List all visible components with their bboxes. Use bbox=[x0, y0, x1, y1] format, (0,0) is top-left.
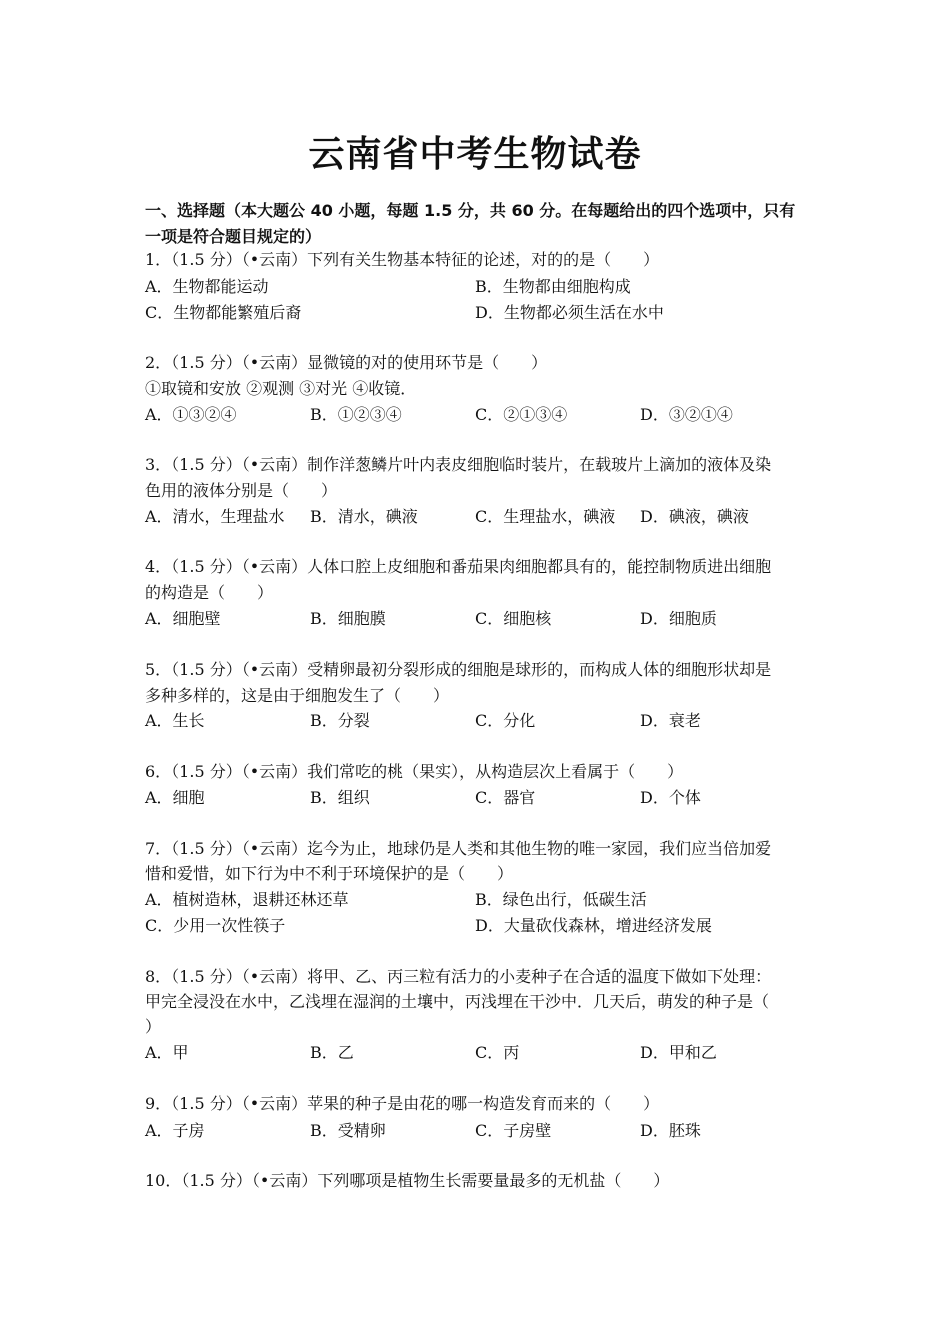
question-7-stem-line2: 惜和爱惜，如下行为中不利于环境保护的是（ ） bbox=[145, 864, 514, 883]
question-3-stem-line2: 色用的液体分别是（ ） bbox=[145, 481, 338, 500]
question-8-option-a: A．甲 bbox=[145, 1043, 189, 1062]
question-3-option-b: B．清水，碘液 bbox=[310, 507, 418, 526]
question-9-option-b: B．受精卵 bbox=[310, 1121, 386, 1140]
question-6-option-c: C．器官 bbox=[475, 788, 536, 807]
question-2-stem: 2．（1.5 分）（•云南）显微镜的对的使用环节是（ ） bbox=[145, 353, 548, 372]
question-6-option-b: B．组织 bbox=[310, 788, 370, 807]
question-10-stem: 10．（1.5 分）（•云南）下列哪项是植物生长需要量最多的无机盐（ ） bbox=[145, 1171, 670, 1190]
question-2-stem-line2: ①取镜和安放 ②观测 ③对光 ④收镜． bbox=[145, 379, 417, 398]
question-1-option-b: B．生物都由细胞构成 bbox=[475, 277, 631, 296]
question-9-option-a: A．子房 bbox=[145, 1121, 205, 1140]
question-6-stem: 6．（1.5 分）（•云南）我们常吃的桃（果实），从构造层次上看属于（ ） bbox=[145, 762, 684, 781]
question-7-option-d: D．大量砍伐森林，增进经济发展 bbox=[475, 916, 712, 935]
question-5-option-b: B．分裂 bbox=[310, 711, 370, 730]
question-7-option-c: C．少用一次性筷子 bbox=[145, 916, 286, 935]
question-1-option-c: C．生物都能繁殖后裔 bbox=[145, 303, 302, 322]
question-5-stem: 5．（1.5 分）（•云南）受精卵最初分裂形成的细胞是球形的，而构成人体的细胞形状却是 bbox=[145, 660, 772, 679]
question-5-stem-line2: 多种多样的，这是由于细胞发生了（ ） bbox=[145, 686, 450, 705]
question-5-option-d: D．衰老 bbox=[640, 711, 701, 730]
question-4-option-d: D．细胞质 bbox=[640, 609, 717, 628]
question-4-option-a: A．细胞壁 bbox=[145, 609, 221, 628]
question-2-option-a: A．①③②④ bbox=[145, 405, 237, 424]
question-8-stem-line2: 甲完全浸没在水中，乙浅埋在湿润的土壤中，丙浅埋在干沙中．几天后，萌发的种子是（ bbox=[145, 992, 770, 1011]
question-4-stem-line2: 的构造是（ ） bbox=[145, 583, 274, 602]
question-5-option-a: A．生长 bbox=[145, 711, 205, 730]
question-9-stem: 9．（1.5 分）（•云南）苹果的种子是由花的哪一构造发育而来的（ ） bbox=[145, 1094, 660, 1113]
question-3-option-c: C．生理盐水，碘液 bbox=[475, 507, 616, 526]
question-3-option-d: D．碘液，碘液 bbox=[640, 507, 749, 526]
question-8-stem: 8．（1.5 分）（•云南）将甲、乙、丙三粒有活力的小麦种子在合适的温度下做如下处理： bbox=[145, 967, 772, 986]
question-4-option-b: B．细胞膜 bbox=[310, 609, 386, 628]
question-5-option-c: C．分化 bbox=[475, 711, 536, 730]
question-8-option-c: C．丙 bbox=[475, 1043, 520, 1062]
question-1-stem: 1．（1.5 分）（•云南）下列有关生物基本特征的论述，对的的是（ ） bbox=[145, 250, 660, 269]
question-2-option-b: B．①②③④ bbox=[310, 405, 402, 424]
question-8-option-b: B．乙 bbox=[310, 1043, 354, 1062]
question-1-option-a: A．生物都能运动 bbox=[145, 277, 269, 296]
question-7-option-b: B．绿色出行，低碳生活 bbox=[475, 890, 647, 909]
question-9-option-d: D．胚珠 bbox=[640, 1121, 701, 1140]
question-1-option-d: D．生物都必须生活在水中 bbox=[475, 303, 664, 322]
question-2-option-c: C．②①③④ bbox=[475, 405, 568, 424]
question-7-stem: 7．（1.5 分）（•云南）迄今为止，地球仍是人类和其他生物的唯一家园，我们应当倍加爱 bbox=[145, 839, 772, 858]
question-2-option-d: D．③②①④ bbox=[640, 405, 733, 424]
question-4-stem: 4．（1.5 分）（•云南）人体口腔上皮细胞和番茄果肉细胞都具有的，能控制物质进出细胞 bbox=[145, 557, 772, 576]
page-title: 云南省中考生物试卷 bbox=[308, 134, 642, 175]
section-heading: 一、选择题（本大题公 40 小题，每题 1.5 分，共 60 分。在每题给出的四个选项中，只有一项是符合题目规定的） bbox=[145, 201, 796, 246]
question-4-option-c: C．细胞核 bbox=[475, 609, 552, 628]
question-7-option-a: A．植树造林，退耕还林还草 bbox=[145, 890, 349, 909]
question-9-option-c: C．子房壁 bbox=[475, 1121, 552, 1140]
question-6-option-a: A．细胞 bbox=[145, 788, 205, 807]
question-3-option-a: A．清水，生理盐水 bbox=[145, 507, 285, 526]
question-8-option-d: D．甲和乙 bbox=[640, 1043, 717, 1062]
question-3-stem: 3．（1.5 分）（•云南）制作洋葱鳞片叶内表皮细胞临时装片，在载玻片上滴加的液体及染 bbox=[145, 455, 772, 474]
question-8-stem-line3: ） bbox=[145, 1017, 162, 1036]
question-6-option-d: D．个体 bbox=[640, 788, 701, 807]
